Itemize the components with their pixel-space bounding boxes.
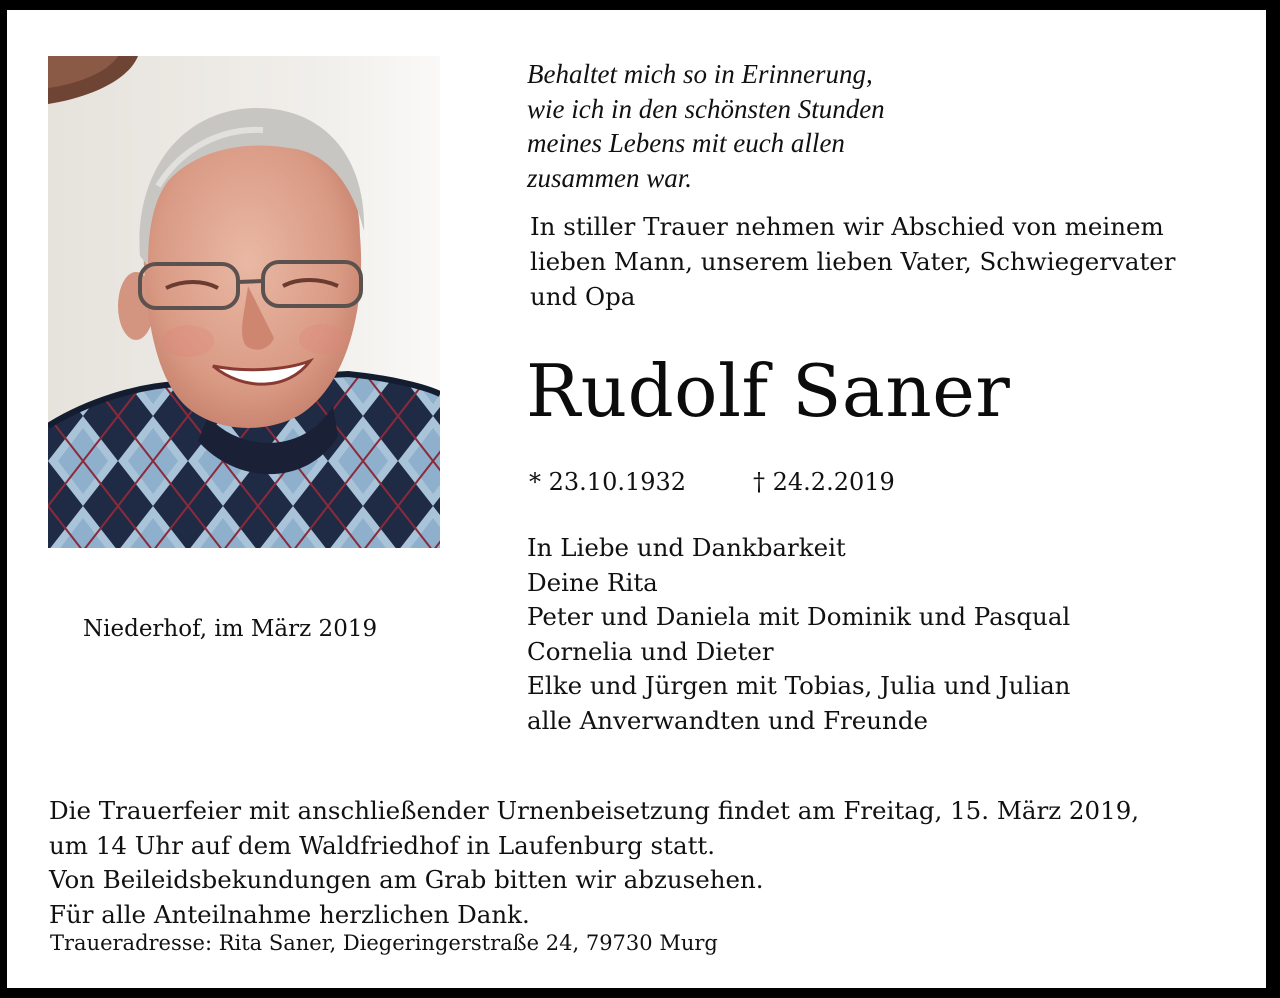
mourners-list (527, 531, 1070, 738)
mourner-line: Peter und Daniela mit Dominik und Pasqual (527, 602, 1071, 631)
funeral-line: Von Beileidsbekundungen am Grab bitten wir abzusehen. (49, 865, 764, 894)
intro-line: und Opa (530, 282, 636, 311)
portrait-photo-icon (48, 56, 440, 548)
birth-date: * 23.10.1932 (529, 468, 687, 496)
deceased-name: Rudolf Saner (526, 349, 1011, 433)
motto-line: zusammen war. (527, 162, 693, 193)
motto-line: Behaltet mich so in Erinnerung, (527, 59, 873, 89)
intro-line: In stiller Trauer nehmen wir Abschied von meinem (530, 212, 1164, 241)
mourning-address: Traueradresse: Rita Saner, Diegeringerstraße 24, 79730 Murg (50, 931, 718, 955)
motto-line: meines Lebens mit euch allen (527, 128, 845, 158)
funeral-line: um 14 Uhr auf dem Waldfriedhof in Laufenburg statt. (49, 830, 716, 860)
intro-line: lieben Mann, unserem lieben Vater, Schwiegervater (530, 247, 1176, 276)
portrait-illustration (48, 56, 440, 548)
mourner-line: alle Anverwandten und Freunde (527, 705, 929, 735)
death-date: † 24.2.2019 (753, 468, 895, 496)
mourner-line: In Liebe und Dankbarkeit (527, 533, 846, 562)
motto-line: wie ich in den schönsten Stunden (527, 93, 885, 124)
mourner-line: Deine Rita (527, 567, 658, 597)
mourning-intro (530, 209, 1176, 314)
funeral-details (49, 794, 1139, 932)
mourner-line: Cornelia und Dieter (527, 636, 774, 666)
life-dates (529, 468, 895, 496)
motto-verse (527, 57, 885, 195)
place-and-date: Niederhof, im März 2019 (83, 616, 378, 642)
funeral-line: Für alle Anteilnahme herzlichen Dank. (49, 899, 530, 929)
mourner-line: Elke und Jürgen mit Tobias, Julia und Julian (527, 671, 1071, 700)
funeral-line: Die Trauerfeier mit anschließender Urnenbeisetzung findet am Freitag, 15. März 2019, (49, 796, 1140, 825)
